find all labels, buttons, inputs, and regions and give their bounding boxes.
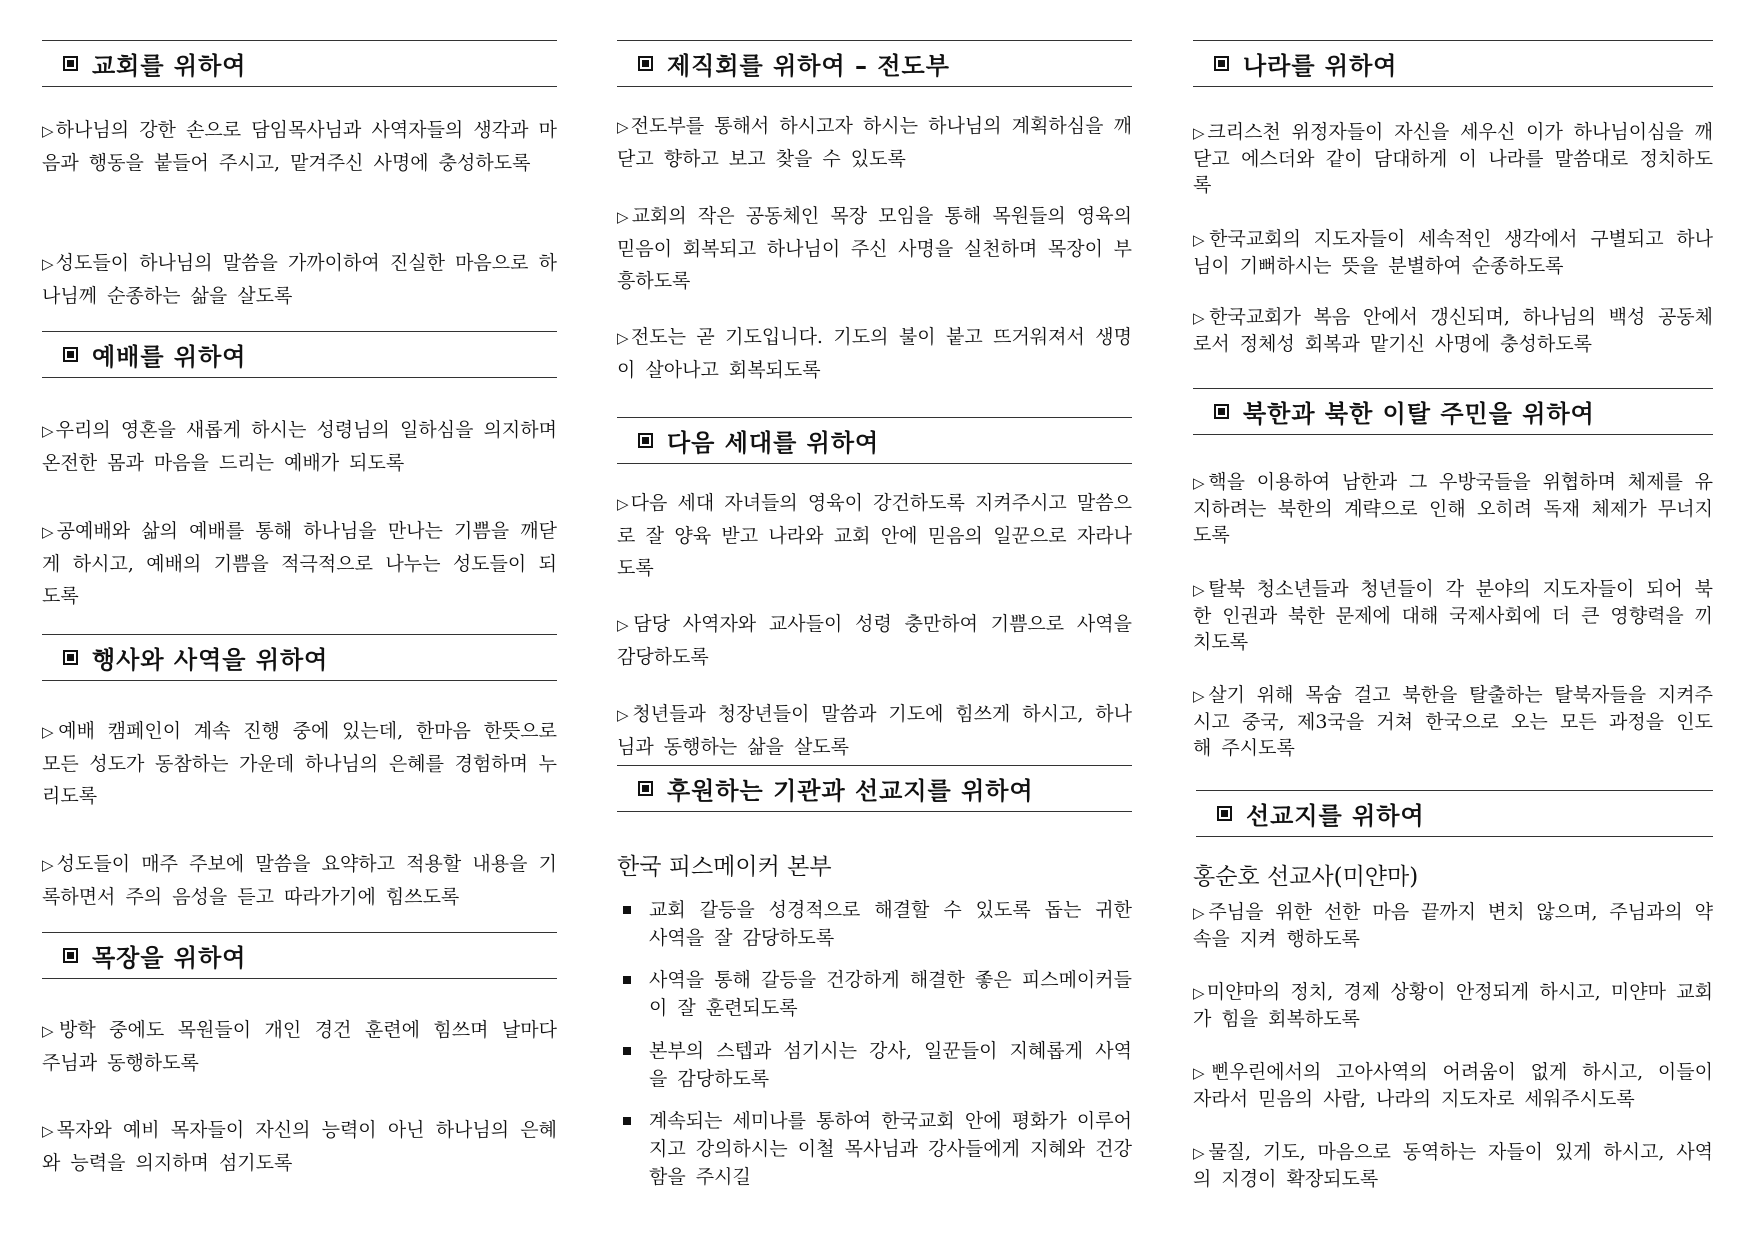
section-header-deacons <box>617 40 1132 87</box>
bullet-item: 계속되는 세미나를 통하여 한국교회 안에 평화가 이루어지고 강의하시는 이철 목사님과 강사들에게 지혜와 건강함을 주시길 <box>617 1107 1132 1191</box>
section-title: 제직회를 위하여 – 전도부 <box>667 52 950 80</box>
square-bullet-icon <box>1217 806 1232 821</box>
prayer-item: ▷ 공예배와 삶의 예배를 통해 하나님을 만나는 기쁨을 깨닫게 하시고, 예배의 기쁨을 적극적으로 나누는 성도들이 되도록 <box>42 520 557 607</box>
section-header-north-korea <box>1193 388 1713 435</box>
triangle-marker-icon: ▷ <box>617 329 629 347</box>
prayer-item: ▷ 성도들이 하나님의 말씀을 가까이하여 진실한 마음으로 하나님께 순종하는 삶을 살도록 <box>42 252 557 307</box>
square-bullet-icon <box>63 948 78 963</box>
triangle-marker-icon: ▷ <box>617 706 631 724</box>
prayer-item: ▷ 물질, 기도, 마음으로 동역하는 자들이 있게 하시고, 사역의 지경이 확장되도록 <box>1193 1141 1713 1190</box>
triangle-marker-icon: ▷ <box>42 422 54 440</box>
section-title: 후원하는 기관과 선교지를 위하여 <box>667 777 1034 805</box>
triangle-marker-icon: ▷ <box>1193 474 1207 492</box>
prayer-item: ▷ 방학 중에도 목원들이 개인 경건 훈련에 힘쓰며 날마다 주님과 동행하도록 <box>42 1019 557 1074</box>
triangle-marker-icon: ▷ <box>617 208 630 226</box>
triangle-marker-icon: ▷ <box>617 118 629 136</box>
section-header-next-generation <box>617 417 1132 464</box>
prayer-item: ▷ 다음 세대 자녀들의 영육이 강건하도록 지켜주시고 말씀으로 잘 양육 받고 나라와 교회 안에 믿음의 일꾼으로 자라나도록 <box>617 492 1132 579</box>
triangle-marker-icon: ▷ <box>42 122 54 140</box>
prayer-item: ▷ 청년들과 청장년들이 말씀과 기도에 힘쓰게 하시고, 하나님과 동행하는 삶을 살도록 <box>617 703 1132 758</box>
section-header-supported-organizations <box>617 765 1132 812</box>
prayer-item: ▷ 한국교회가 복음 안에서 갱신되며, 하나님의 백성 공동체로서 정체성 회복과 맡기신 사명에 충성하도록 <box>1193 306 1714 355</box>
square-bullet-icon <box>623 1117 631 1125</box>
prayer-item: ▷ 살기 위해 목숨 걸고 북한을 탈출하는 탈북자들을 지켜주시고 중국, 제3국을 거쳐 한국으로 오는 모든 과정을 인도해 주시도록 <box>1193 684 1713 759</box>
square-bullet-icon <box>638 781 653 796</box>
square-bullet-icon <box>638 56 653 71</box>
triangle-marker-icon: ▷ <box>1193 1144 1207 1162</box>
prayer-item: ▷ 전도는 곧 기도입니다. 기도의 불이 붙고 뜨거워져서 생명이 살아나고 회복되도록 <box>617 326 1132 381</box>
section-title: 다음 세대를 위하여 <box>667 429 880 457</box>
prayer-item: ▷ 예배 캠페인이 계속 진행 중에 있는데, 한마음 한뜻으로 모든 성도가 동참하는 가운데 하나님의 은혜를 경험하며 누리도록 <box>42 720 557 807</box>
prayer-item: ▷ 핵을 이용하여 남한과 그 우방국들을 위협하며 체제를 유지하려는 북한의 계략으로 인해 오히려 독재 체제가 무너지도록 <box>1193 471 1713 546</box>
prayer-item: ▷ 미얀마의 정치, 경제 상황이 안정되게 하시고, 미얀마 교회가 힘을 회복하도록 <box>1193 981 1713 1030</box>
prayer-item: ▷ 한국교회의 지도자들이 세속적인 생각에서 구별되고 하나님이 기뻐하시는 뜻을 분별하여 순종하도록 <box>1193 228 1713 277</box>
triangle-marker-icon: ▷ <box>1193 124 1206 142</box>
triangle-marker-icon: ▷ <box>1193 904 1207 922</box>
prayer-item: ▷ 탈북 청소년들과 청년들이 각 분야의 지도자들이 되어 북한 인권과 북한 문제에 대해 국제사회에 더 큰 영향력을 끼치도록 <box>1193 578 1713 653</box>
section-title: 나라를 위하여 <box>1243 52 1398 80</box>
prayer-item: ▷ 크리스천 위정자들이 자신을 세우신 이가 하나님이심을 깨닫고 에스더와 같이 담대하게 이 나라를 말씀대로 정치하도록 <box>1193 121 1713 196</box>
square-bullet-icon <box>63 56 78 71</box>
section-title: 행사와 사역을 위하여 <box>92 646 329 674</box>
section-title: 선교지를 위하여 <box>1246 802 1425 830</box>
section-title: 북한과 북한 이탈 주민을 위하여 <box>1243 400 1595 428</box>
section-header-events <box>42 634 557 681</box>
square-bullet-icon <box>1214 56 1229 71</box>
square-bullet-icon <box>638 433 653 448</box>
triangle-marker-icon: ▷ <box>1193 309 1208 327</box>
prayer-item: ▷ 하나님의 강한 손으로 담임목사님과 사역자들의 생각과 마음과 행동을 붙들어 주시고, 맡겨주신 사명에 충성하도록 <box>42 119 557 174</box>
square-bullet-icon <box>63 650 78 665</box>
square-bullet-icon <box>1214 404 1229 419</box>
triangle-marker-icon: ▷ <box>42 523 55 541</box>
square-bullet-icon <box>623 906 631 914</box>
bullet-item: 본부의 스텝과 섬기시는 강사, 일꾼들이 지혜롭게 사역을 감당하도록 <box>617 1037 1132 1093</box>
missionary-name: 홍순호 선교사(미얀마) <box>1193 864 1419 890</box>
section-header-worship <box>42 331 557 378</box>
triangle-marker-icon: ▷ <box>42 1122 55 1140</box>
triangle-marker-icon: ▷ <box>617 616 632 634</box>
triangle-marker-icon: ▷ <box>42 856 55 874</box>
section-header-nation <box>1193 40 1713 87</box>
square-bullet-icon <box>63 347 78 362</box>
prayer-item: ▷ 주님을 위한 선한 마음 끝까지 변치 않으며, 주님과의 약속을 지켜 행하도록 <box>1193 901 1713 950</box>
section-title: 교회를 위하여 <box>92 52 247 80</box>
section-header-church <box>42 40 557 87</box>
bullet-item: 교회 갈등을 성경적으로 해결할 수 있도록 돕는 귀한 사역을 잘 감당하도록 <box>617 896 1132 952</box>
prayer-item: ▷ 우리의 영혼을 새롭게 하시는 성령님의 일하심을 의지하며 온전한 몸과 마음을 드리는 예배가 되도록 <box>42 419 557 474</box>
triangle-marker-icon: ▷ <box>1193 231 1208 249</box>
prayer-item: ▷ 성도들이 매주 주보에 말씀을 요약하고 적용할 내용을 기록하면서 주의 음성을 듣고 따라가기에 힘쓰도록 <box>42 853 557 908</box>
triangle-marker-icon: ▷ <box>1193 581 1207 599</box>
section-header-mokjang <box>42 932 557 979</box>
triangle-marker-icon: ▷ <box>1193 1064 1210 1082</box>
prayer-item: ▷ 삔우린에서의 고아사역의 어려움이 없게 하시고, 이들이 자라서 믿음의 사람, 나라의 지도자로 세워주시도록 <box>1193 1061 1713 1110</box>
triangle-marker-icon: ▷ <box>617 495 629 513</box>
bullet-item: 사역을 통해 갈등을 건강하게 해결한 좋은 피스메이커들이 잘 훈련되도록 <box>617 966 1132 1022</box>
triangle-marker-icon: ▷ <box>1193 687 1207 705</box>
section-title: 예배를 위하여 <box>92 343 247 371</box>
square-bullet-icon <box>623 976 631 984</box>
triangle-marker-icon: ▷ <box>1193 984 1205 1002</box>
triangle-marker-icon: ▷ <box>42 1022 57 1040</box>
prayer-item: ▷ 목자와 예비 목자들이 자신의 능력이 아닌 하나님의 은혜와 능력을 의지하며 섬기도록 <box>42 1119 557 1174</box>
organization-name: 한국 피스메이커 본부 <box>617 854 832 880</box>
square-bullet-icon <box>623 1047 631 1055</box>
section-header-mission-field <box>1196 790 1713 837</box>
prayer-item: ▷ 교회의 작은 공동체인 목장 모임을 통해 목원들의 영육의 믿음이 회복되고 하나님이 주신 사명을 실천하며 목장이 부흥하도록 <box>617 205 1132 292</box>
triangle-marker-icon: ▷ <box>42 255 54 273</box>
prayer-item: ▷ 담당 사역자와 교사들이 성령 충만하여 기쁨으로 사역을 감당하도록 <box>617 613 1132 668</box>
triangle-marker-icon: ▷ <box>42 723 57 741</box>
prayer-item: ▷ 전도부를 통해서 하시고자 하시는 하나님의 계획하심을 깨닫고 향하고 보고 찾을 수 있도록 <box>617 115 1132 170</box>
section-title: 목장을 위하여 <box>92 944 247 972</box>
